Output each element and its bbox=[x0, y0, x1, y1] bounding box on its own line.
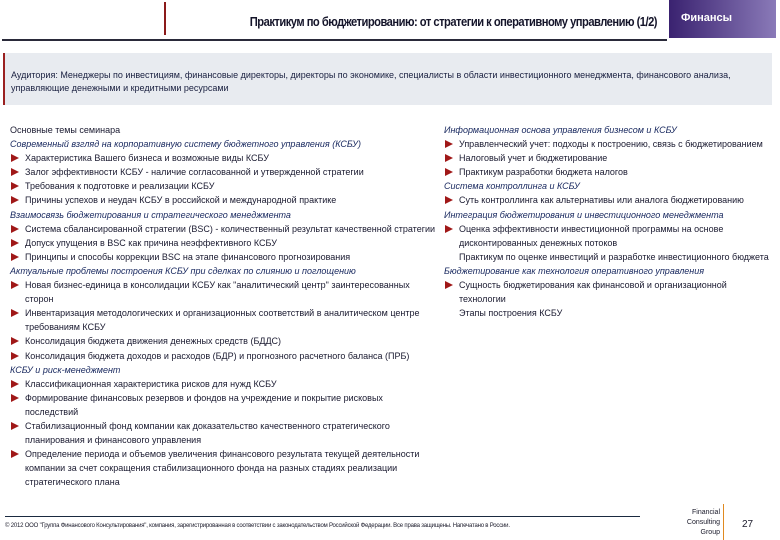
left-column-topics bbox=[10, 123, 438, 489]
copyright-text: © 2012 ООО "Группа Финансового Консультирования", компания, зарегистрированная в соответствии с законодательством Российской Федерации. Все права защищены. Напечатано в России. bbox=[5, 523, 510, 529]
topic-list-item bbox=[10, 349, 438, 363]
topic-list-item bbox=[10, 306, 438, 334]
item-text: Практикум разработки бюджета налогов bbox=[459, 167, 628, 178]
item-text: Взаимосвязь бюджетирования и стратегического менеджмента bbox=[10, 209, 291, 220]
item-text: Интеграция бюджетирования и инвестиционного менеджмента bbox=[444, 209, 724, 220]
item-text: Суть контроллинга как альтернативы или аналога бюджетированию bbox=[459, 195, 744, 206]
topic-list-item bbox=[444, 151, 774, 165]
item-text: Стабилизационный фонд компании как доказательство качественного стратегического планирования и финансового управления bbox=[25, 420, 390, 446]
topic-section-heading bbox=[444, 264, 774, 278]
bullet-arrow-icon bbox=[11, 450, 19, 458]
topics-title bbox=[10, 123, 438, 137]
bullet-arrow-icon bbox=[11, 168, 19, 176]
item-text: Бюджетирование как технология оперативного управления bbox=[444, 265, 705, 276]
topic-section-heading bbox=[444, 208, 774, 222]
topic-list-item bbox=[10, 278, 438, 306]
item-text: Формирование финансовых резервов и фондов на учреждение и покрытие рисковых последствий bbox=[25, 392, 383, 417]
item-text: Сущность бюджетирования как финансовой и организационной технологии bbox=[459, 280, 727, 305]
item-text: Актуальные проблемы построения КСБУ при сделках по слиянию и поглощению bbox=[10, 265, 356, 276]
topic-section-heading bbox=[10, 137, 438, 151]
item-text: Консолидация бюджета движения денежных средств (БДДС) bbox=[25, 336, 282, 347]
right-column-topics bbox=[444, 123, 774, 320]
topic-list-item bbox=[10, 377, 438, 391]
bullet-arrow-icon bbox=[11, 281, 19, 289]
bullet-arrow-icon bbox=[11, 225, 19, 233]
item-text: Причины успехов и неудач КСБУ в российской и международной практике bbox=[25, 195, 337, 206]
bullet-arrow-icon bbox=[11, 154, 19, 162]
item-text: Требования к подготовке и реализации КСБУ bbox=[25, 181, 215, 192]
bullet-arrow-icon bbox=[11, 422, 19, 430]
item-text: Залог эффективности КСБУ - наличие согласованной и утвержденной стратегии bbox=[25, 167, 364, 178]
topic-list-item bbox=[444, 306, 774, 320]
logo-accent-line bbox=[723, 504, 724, 540]
topic-list-item bbox=[444, 250, 774, 264]
item-text: Классификационная характеристика рисков для нужд КСБУ bbox=[25, 378, 277, 389]
page-title: Практикум по бюджетированию: от стратегии к оперативному управлению (1/2) bbox=[249, 14, 658, 29]
bullet-arrow-icon bbox=[445, 140, 453, 148]
topic-list-item bbox=[10, 334, 438, 348]
topic-list-item bbox=[10, 236, 438, 250]
logo-line: Group bbox=[700, 529, 720, 536]
title-accent-line bbox=[164, 2, 166, 35]
topic-section-heading bbox=[10, 208, 438, 222]
item-text: Современный взгляд на корпоративную систему бюджетного управления (КСБУ) bbox=[10, 139, 361, 150]
item-text: Этапы построения КСБУ bbox=[459, 308, 563, 319]
topic-list-item bbox=[10, 193, 438, 207]
footer-divider bbox=[5, 516, 640, 517]
item-text: Налоговый учет и бюджетирование bbox=[459, 153, 608, 164]
item-text: Характеристика Вашего бизнеса и возможные виды КСБУ bbox=[25, 153, 269, 164]
topic-section-heading bbox=[10, 363, 438, 377]
header-divider bbox=[2, 39, 667, 41]
topic-list-item bbox=[444, 165, 774, 179]
item-text: Информационная основа управления бизнесом и КСБУ bbox=[444, 125, 677, 135]
item-text: Новая бизнес-единица в консолидации КСБУ как "аналитический центр" заинтересованных сторон bbox=[25, 280, 410, 305]
topic-list-item bbox=[444, 278, 774, 306]
topic-list-item bbox=[10, 391, 438, 419]
bullet-arrow-icon bbox=[11, 309, 19, 317]
item-text: Консолидация бюджета доходов и расходов (БДР) и прогнозного расчетного баланса (ПРБ) bbox=[25, 350, 410, 361]
item-text: КСБУ и риск-менеджмент bbox=[10, 364, 121, 375]
item-text: Принципы и способы коррекции BSC на этапе финансового прогнозирования bbox=[25, 251, 351, 262]
topic-list-item bbox=[444, 193, 774, 207]
topic-list-item bbox=[10, 447, 438, 489]
bullet-arrow-icon bbox=[11, 380, 19, 388]
bullet-arrow-icon bbox=[11, 394, 19, 402]
bullet-arrow-icon bbox=[445, 281, 453, 289]
item-text: Оценка эффективности инвестиционной программы на основе дисконтированных денежных потоков bbox=[459, 223, 724, 248]
topic-list-item bbox=[10, 222, 438, 236]
topic-list-item bbox=[10, 165, 438, 179]
topic-section-heading bbox=[444, 123, 774, 137]
item-text: Система контроллинга и КСБУ bbox=[444, 181, 580, 192]
topic-list-item bbox=[10, 250, 438, 264]
company-logo bbox=[670, 508, 720, 538]
bullet-arrow-icon bbox=[11, 182, 19, 190]
bullet-arrow-icon bbox=[445, 196, 453, 204]
topic-section-heading bbox=[10, 264, 438, 278]
item-text: Основные темы семинара bbox=[10, 125, 121, 135]
item-text: Практикум по оценке инвестиций и разработке инвестиционного бюджета bbox=[459, 251, 769, 262]
bullet-arrow-icon bbox=[11, 352, 19, 360]
topic-list-item bbox=[10, 151, 438, 165]
item-text: Система сбалансированной стратегии (BSC) - количественный результат качественной стратегии bbox=[25, 223, 436, 234]
bullet-arrow-icon bbox=[11, 337, 19, 345]
bullet-arrow-icon bbox=[445, 225, 453, 233]
topic-list-item bbox=[444, 222, 774, 250]
section-badge: Финансы bbox=[669, 0, 776, 38]
audience-box: Аудитория: Менеджеры по инвестициям, финансовые директоры, директоры по экономике, специалисты в области инвестиционного менеджмента, финансового анализа, управляющие денежными и кредитными ресурсами bbox=[3, 53, 772, 105]
page-number: 27 bbox=[742, 519, 754, 530]
bullet-arrow-icon bbox=[445, 168, 453, 176]
bullet-arrow-icon bbox=[445, 154, 453, 162]
item-text: Инвентаризация методологических и организационных соответствий в аналитическом центре требованиям КСБУ bbox=[25, 308, 420, 333]
logo-line: Consulting bbox=[686, 519, 720, 526]
topic-list-item bbox=[10, 419, 438, 447]
item-text: Определение периода и объемов увеличения финансового результата текущей деятельности компании за счет сокращения стабилизационного фонда на разных стадиях реализации стратегического плана bbox=[25, 449, 420, 488]
topic-list-item bbox=[10, 179, 438, 193]
topic-list-item bbox=[444, 137, 774, 151]
bullet-arrow-icon bbox=[11, 239, 19, 247]
logo-line: Financial bbox=[691, 509, 720, 516]
topic-section-heading bbox=[444, 179, 774, 193]
bullet-arrow-icon bbox=[11, 253, 19, 261]
item-text: Допуск упущения в BSC как причина неэффективного КСБУ bbox=[25, 237, 277, 248]
bullet-arrow-icon bbox=[11, 196, 19, 204]
item-text: Управленческий учет: подходы к построению, связь с бюджетированием bbox=[459, 139, 763, 150]
